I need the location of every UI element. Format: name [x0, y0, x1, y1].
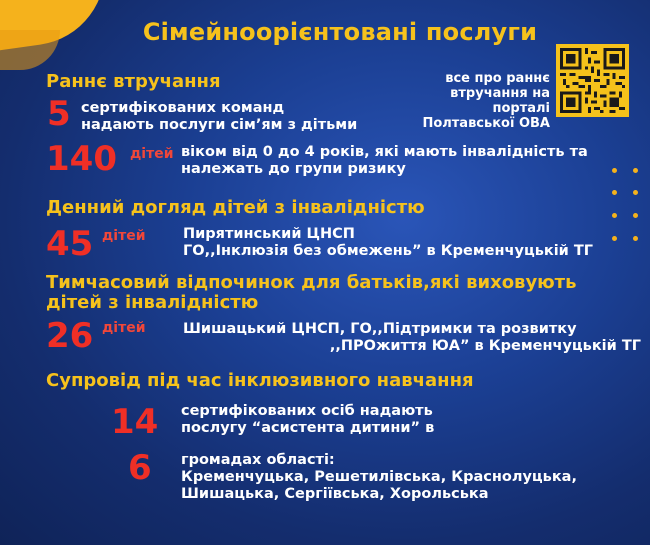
respite-providers: [183, 321, 643, 355]
respite-heading-line-1: Тимчасовий відпочинок для батьків,які виховують: [46, 272, 577, 293]
support-communities-line-1: громадах області:: [181, 452, 335, 468]
early-teams-number: 5: [47, 94, 71, 134]
page-title: Сімейноорієнтовані послуги: [142, 18, 538, 46]
early-children-line-1: віком від 0 до 4 років, які мають інвалідність та: [181, 144, 588, 160]
portal-line-2: втручання на порталі: [450, 86, 550, 116]
support-communities-line-2: Кременчуцька, Решетилівська, Краснолуцька,: [181, 469, 577, 485]
respite-heading: [46, 273, 577, 313]
support-communities-number: 6: [128, 448, 152, 488]
early-teams-line-1: сертифікованих команд: [81, 100, 285, 116]
respite-number: 26: [46, 316, 94, 356]
portal-line-1: все про раннє: [445, 71, 550, 86]
support-assistants-line-1: сертифікованих осіб надають: [181, 403, 433, 419]
daycare-heading: Денний догляд дітей з інвалідністю: [46, 197, 425, 218]
qr-code-icon[interactable]: [556, 44, 629, 117]
early-children-line-2: належать до групи ризику: [181, 161, 406, 177]
early-children-number: 140: [46, 139, 117, 179]
early-teams-text: [81, 100, 357, 134]
decorative-dots: [612, 168, 642, 248]
early-teams-line-2: надають послуги сім’ям з дітьми: [81, 117, 358, 133]
respite-provider-2: ,,ПРОжиття ЮА” в Кременчуцькій ТГ: [329, 338, 641, 354]
respite-heading-line-2: дітей з інвалідністю: [46, 292, 259, 313]
daycare-providers: [183, 226, 593, 260]
respite-provider-1: Шишацький ЦНСП, ГО,,Підтримки та розвитку: [183, 321, 577, 337]
early-children-label: дітей: [130, 146, 174, 162]
support-communities-line-3: Шишацька, Сергіївська, Хорольська: [181, 486, 489, 502]
daycare-children-label: дітей: [102, 228, 146, 244]
daycare-provider-2: ГО,,Інклюзія без обмежень” в Кременчуцькій ТГ: [183, 243, 594, 259]
early-children-text: [181, 144, 588, 178]
early-intervention-heading: Раннє втручання: [46, 71, 221, 92]
corner-decoration-shadow: [0, 30, 60, 70]
daycare-number: 45: [46, 224, 94, 264]
support-assistants-number: 14: [111, 402, 159, 442]
portal-caption: [405, 71, 550, 131]
support-communities-text: [181, 452, 577, 503]
support-assistants-line-2: послугу “асистента дитини” в: [181, 420, 435, 436]
portal-line-3: Полтавської ОВА: [422, 116, 550, 131]
respite-children-label: дітей: [102, 320, 146, 336]
support-heading: Супровід під час інклюзивного навчання: [46, 370, 474, 391]
daycare-provider-1: Пирятинський ЦНСП: [183, 226, 355, 242]
support-assistants-text: [181, 403, 434, 437]
